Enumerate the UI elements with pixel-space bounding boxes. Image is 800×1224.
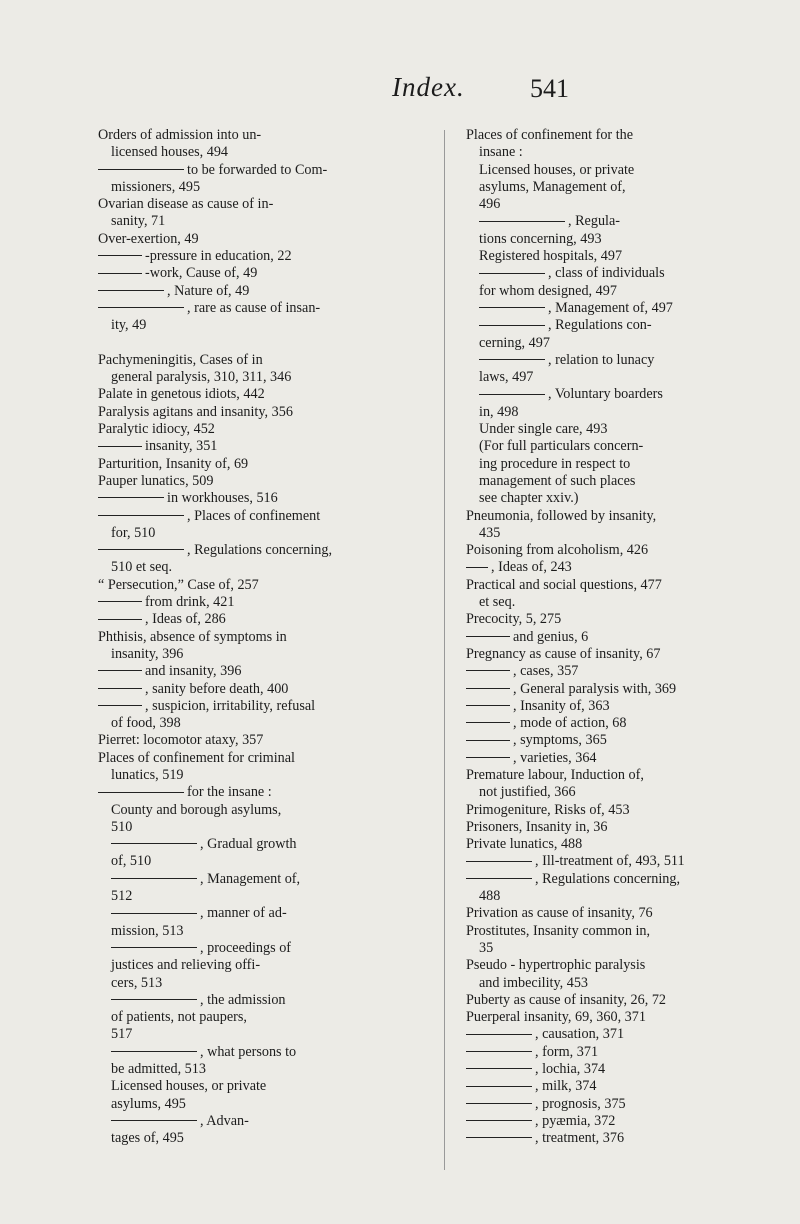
ditto-dash [479,273,545,274]
index-entry-text: asylums, 495 [111,1095,186,1112]
index-entry-text: Pseudo - hypertrophic paralysis [466,957,646,974]
index-entry-text: , varieties, 364 [513,749,597,766]
index-entry-line [466,1078,761,1095]
index-entry-line [98,871,393,888]
index-entry-text: 435 [479,524,501,541]
ditto-dash [466,1103,532,1104]
index-entry-line [98,836,393,853]
index-entry-line [98,352,393,369]
index-entry-line [98,386,393,403]
ditto-dash [98,446,142,447]
index-entry-line [98,784,393,801]
index-entry-text: Practical and social questions, 477 [466,576,662,593]
index-entry-line [466,542,761,559]
ditto-dash [466,1120,532,1121]
ditto-dash [466,1068,532,1069]
ditto-dash [111,878,197,879]
index-entry-text: justices and relieving offi- [111,957,261,974]
index-entry-line [466,1026,761,1043]
index-entry-line [98,213,393,230]
index-entry-text: asylums, Management of, [479,178,626,195]
index-entry-text: Puerperal insanity, 69, 360, 371 [466,1009,646,1026]
index-entry-line [466,386,761,403]
index-entry-line [466,698,761,715]
index-entry-text: of, 510 [111,853,152,870]
index-entry-text: Pneumonia, followed by insanity, [466,507,657,524]
index-entry-line [466,335,761,352]
page-header [0,72,800,112]
index-entry-line [98,1130,393,1147]
index-entry-line [98,715,393,732]
index-entry-line [466,421,761,438]
index-entry-text: , relation to lunacy [548,351,655,368]
index-entry-text: Primogeniture, Risks of, 453 [466,801,630,818]
ditto-dash [466,861,532,862]
index-entry-text: sanity, 71 [111,213,166,230]
index-entry-line [466,1113,761,1130]
index-entry-line [98,404,393,421]
index-entry-text: management of such places [479,472,636,489]
index-entry-text: ing procedure in respect to [479,455,631,472]
index-entry-line [98,732,393,749]
index-entry-text: (For full particulars concern- [479,438,644,455]
index-entry-line [466,300,761,317]
index-entry-text: 496 [479,196,501,213]
index-entry-line [466,663,761,680]
index-entry-text: be admitted, 513 [111,1061,206,1078]
index-entry-line [98,750,393,767]
index-entry-text: Poisoning from alcoholism, 426 [466,542,649,559]
index-entry-text: Prisoners, Insanity in, 36 [466,818,608,835]
index-entry-line [98,421,393,438]
index-entry-text: in, 498 [479,403,519,420]
index-entry-line [466,957,761,974]
index-entry-line [98,646,393,663]
index-entry-text: Over-exertion, 49 [98,230,199,247]
index-entry-text: Under single care, 493 [479,421,608,438]
ditto-dash [479,394,545,395]
index-entry-line [466,1009,761,1026]
index-entry-text: , rare as cause of insan- [187,299,321,316]
index-entry-text: -pressure in education, 22 [145,248,292,265]
index-entry-line [98,542,393,559]
index-entry-line [466,681,761,698]
index-entry-line [466,248,761,265]
index-entry-text: insanity, 396 [111,645,184,662]
index-entry-text: Licensed houses, or private [111,1078,267,1095]
ditto-dash [466,567,488,568]
index-entry-text: licensed houses, 494 [111,144,229,161]
index-entry-line [466,767,761,784]
index-entry-text: Orders of admission into un- [98,127,262,143]
index-entry-text: Places of confinement for the [466,127,634,143]
ditto-dash [466,878,532,879]
ditto-dash [98,619,142,620]
index-entry-text: , Regulations con- [548,317,652,334]
index-entry-line [98,577,393,594]
index-entry-text: , treatment, 376 [535,1130,625,1147]
index-entry-text: , sanity before death, 400 [145,680,289,697]
index-entry-line [98,179,393,196]
index-entry-text: , lochia, 374 [535,1061,606,1078]
index-entry-line [98,196,393,213]
index-entry-text: Places of confinement for criminal [98,749,295,766]
index-entry-text: Pachymeningitis, Cases of in [98,351,263,368]
ditto-dash [98,688,142,689]
ditto-dash [466,740,510,741]
index-entry-text: 512 [111,888,133,905]
index-entry-text: Puberty as cause of insanity, 26, 72 [466,991,667,1008]
index-entry-text: , the admission [200,991,286,1008]
index-entry-text: , Regula- [568,213,621,230]
ditto-dash [479,221,565,222]
index-entry-line [466,456,761,473]
index-entry-line [466,127,761,144]
ditto-dash [111,1120,197,1121]
index-entry-text: , Ideas of, 286 [145,611,226,628]
index-entry-text: 510 [111,818,133,835]
index-entry-text: , class of individuals [548,265,665,282]
index-entry-text: 510 et seq. [111,559,173,576]
index-entry-line [98,1061,393,1078]
index-entry-line [98,525,393,542]
index-entry-line [466,646,761,663]
index-entry-text: from drink, 421 [145,594,235,611]
index-entry-line [466,992,761,1009]
index-entry-line [466,853,761,870]
index-entry-line [466,144,761,161]
ditto-dash [466,670,510,671]
running-title: Index. [392,72,465,102]
ditto-dash [98,290,164,291]
index-entry-line [98,265,393,282]
index-entry-text: , Management of, [200,870,301,887]
index-entry-line [98,698,393,715]
index-entry-line [98,923,393,940]
index-entry-line [98,1026,393,1043]
index-entry-line [98,317,393,334]
index-entry-line [98,905,393,922]
index-entry-text: for whom designed, 497 [479,282,617,299]
index-entry-text: , Management of, 497 [548,299,673,316]
index-entry-line [98,369,393,386]
index-entry-text: in workhouses, 516 [167,490,278,507]
index-entry-text: , symptoms, 365 [513,732,607,749]
index-entry-text: of food, 398 [111,715,181,732]
index-entry-line [466,802,761,819]
index-entry-text: , what persons to [200,1043,297,1060]
index-entry-text: Pregnancy as cause of insanity, 67 [466,645,661,662]
index-entry-text: Precocity, 5, 275 [466,611,562,628]
index-entry-line [466,732,761,749]
index-entry-line [98,283,393,300]
index-entry-line [98,957,393,974]
index-entry-line [466,871,761,888]
ditto-dash [98,515,184,516]
index-entry-text: Privation as cause of insanity, 76 [466,905,653,922]
index-entry-line [466,611,761,628]
index-entry-text: Pauper lunatics, 509 [98,472,214,489]
index-entry-line [466,715,761,732]
index-entry-line [466,819,761,836]
index-entry-line [98,663,393,680]
index-entry-text: and insanity, 396 [145,663,242,680]
ditto-dash [111,999,197,1000]
index-entry-text: , Insanity of, 363 [513,697,610,714]
index-entry-text: Registered hospitals, 497 [479,248,623,265]
index-entry-line [98,456,393,473]
index-entry-text: missioners, 495 [111,178,201,195]
index-entry-line [98,559,393,576]
index-entry-line [466,923,761,940]
ditto-dash [466,1034,532,1035]
index-entry-line [98,473,393,490]
index-entry-text: general paralysis, 310, 311, 346 [111,369,292,386]
ditto-dash [98,601,142,602]
ditto-dash [111,913,197,914]
ditto-dash [466,1137,532,1138]
index-entry-text: , cases, 357 [513,663,579,680]
index-entry-line [466,265,761,282]
index-entry-text: , mode of action, 68 [513,715,627,732]
index-entry-line [98,300,393,317]
index-entry-text: , proceedings of [200,939,292,956]
index-entry-line [466,750,761,767]
column-divider [444,130,445,1170]
index-entry-text: , Voluntary boarders [548,386,663,403]
index-entry-text: see chapter xxiv.) [479,490,579,507]
index-entry-text: cerning, 497 [479,334,550,351]
index-entry-line [98,611,393,628]
ditto-dash [111,1051,197,1052]
ditto-dash [466,636,510,637]
index-entry-line [98,853,393,870]
index-entry-line [98,767,393,784]
ditto-dash [98,705,142,706]
index-entry-text: to be forwarded to Com- [187,161,328,178]
index-entry-text: Prostitutes, Insanity common in, [466,922,651,939]
index-entry-line [466,213,761,230]
ditto-dash [479,359,545,360]
index-entry-text: ity, 49 [111,317,147,334]
index-entry-line [466,404,761,421]
index-entry-line [466,940,761,957]
ditto-dash [479,325,545,326]
index-entry-text: 35 [479,939,494,956]
ditto-dash [111,947,197,948]
index-entry-line [466,1096,761,1113]
index-entry-line [98,681,393,698]
index-entry-line [466,179,761,196]
index-entry-line [98,490,393,507]
index-entry-line [466,975,761,992]
index-entry-line [98,819,393,836]
ditto-dash [479,307,545,308]
index-entry-line [466,231,761,248]
index-entry-text: et seq. [479,594,516,611]
index-entry-line [466,162,761,179]
index-entry-line [466,1044,761,1061]
index-entry-text: Paralysis agitans and insanity, 356 [98,403,293,420]
index-entry-line [466,508,761,525]
index-entry-line [466,905,761,922]
index-entry-line [466,525,761,542]
index-entry-text: Phthisis, absence of symptoms in [98,628,287,645]
index-entry-text: of patients, not paupers, [111,1009,247,1026]
ditto-dash [466,722,510,723]
index-entry-line [98,508,393,525]
index-entry-line [98,144,393,161]
index-entry-text: , causation, 371 [535,1026,625,1043]
index-entry-line [98,629,393,646]
index-entry-text: mission, 513 [111,922,184,939]
index-column-left [98,127,393,1148]
index-entry-line [98,594,393,611]
index-entry-text: , Gradual growth [200,836,297,853]
index-entry-line [466,196,761,213]
index-entry-text: Licensed houses, or private [479,161,635,178]
index-entry-text: , Places of confinement [187,507,321,524]
index-entry-line [98,888,393,905]
index-entry-text: Palate in genetous idiots, 442 [98,386,265,403]
index-entry-line [98,1113,393,1130]
index-entry-text: , form, 371 [535,1043,599,1060]
index-entry-text: tions concerning, 493 [479,230,602,247]
index-entry-text: -work, Cause of, 49 [145,265,258,282]
index-entry-text: for, 510 [111,524,156,541]
index-entry-text: 488 [479,888,501,905]
index-entry-line [466,317,761,334]
index-entry-text: , Advan- [200,1112,249,1129]
index-entry-text: insanity, 351 [145,438,218,455]
index-entry-line [98,802,393,819]
index-entry-line [466,1061,761,1078]
index-entry-text: , Regulations concerning, [535,870,680,887]
index-entry-line [98,335,393,352]
index-entry-text: Pierret: locomotor ataxy, 357 [98,732,264,749]
index-entry-text: for the insane : [187,784,272,801]
index-entry-text: , manner of ad- [200,905,287,922]
index-entry-line [98,1096,393,1113]
page-number: 541 [530,74,569,103]
index-entry-line [98,1078,393,1095]
index-entry-line [98,975,393,992]
index-entry-line [466,559,761,576]
index-entry-text: insane : [479,144,523,161]
index-entry-text: lunatics, 519 [111,766,184,783]
ditto-dash [466,705,510,706]
index-entry-line [466,836,761,853]
index-entry-line [466,352,761,369]
index-entry-line [98,992,393,1009]
index-entry-text: , General paralysis with, 369 [513,680,677,697]
index-entry-text: tages of, 495 [111,1130,184,1147]
index-entry-line [98,940,393,957]
ditto-dash [98,307,184,308]
index-column-right [466,127,761,1148]
index-entry-line [98,1044,393,1061]
index-entry-line [98,127,393,144]
index-entry-line [466,473,761,490]
index-entry-line [98,248,393,265]
ditto-dash [466,688,510,689]
index-entry-text: “ Persecution,” Case of, 257 [98,576,259,593]
ditto-dash [466,1086,532,1087]
index-entry-text: Private lunatics, 488 [466,836,583,853]
index-entry-line [98,162,393,179]
ditto-dash [466,1051,532,1052]
index-entry-text: Paralytic idiocy, 452 [98,421,215,438]
ditto-dash [466,757,510,758]
index-entry-text: , pyæmia, 372 [535,1112,616,1129]
index-entry-line [466,438,761,455]
index-entry-text: and imbecility, 453 [479,974,589,991]
index-entry-line [98,1009,393,1026]
index-entry-line [466,1130,761,1147]
ditto-dash [98,273,142,274]
index-entry-text: , Ideas of, 243 [491,559,572,576]
index-entry-line [466,369,761,386]
index-entry-text: , Nature of, 49 [167,282,250,299]
ditto-dash [98,169,184,170]
index-entry-text: , Ill-treatment of, 493, 511 [535,853,685,870]
index-entry-text: not justified, 366 [479,784,576,801]
index-entry-text: and genius, 6 [513,628,589,645]
index-entry-text: , suspicion, irritability, refusal [145,697,316,714]
index-entry-line [466,888,761,905]
index-entry-line [466,283,761,300]
index-entry-text: 517 [111,1026,133,1043]
index-entry-line [466,594,761,611]
ditto-dash [98,497,164,498]
index-entry-text: Premature labour, Induction of, [466,766,644,783]
ditto-dash [98,549,184,550]
index-entry-text: , milk, 374 [535,1078,597,1095]
index-entry-line [466,490,761,507]
ditto-dash [98,670,142,671]
index-entry-text: , prognosis, 375 [535,1095,626,1112]
index-entry-line [98,438,393,455]
index-entry-text: cers, 513 [111,974,163,991]
ditto-dash [98,255,142,256]
index-entry-text: Parturition, Insanity of, 69 [98,455,249,472]
index-entry-text: laws, 497 [479,369,534,386]
index-entry-line [466,629,761,646]
ditto-dash [98,792,184,793]
index-entry-line [466,784,761,801]
index-entry-line [98,231,393,248]
index-entry-text: County and borough asylums, [111,801,282,818]
index-entry-text: Ovarian disease as cause of in- [98,196,274,213]
ditto-dash [111,843,197,844]
index-entry-text: , Regulations concerning, [187,542,332,559]
index-entry-line [466,577,761,594]
